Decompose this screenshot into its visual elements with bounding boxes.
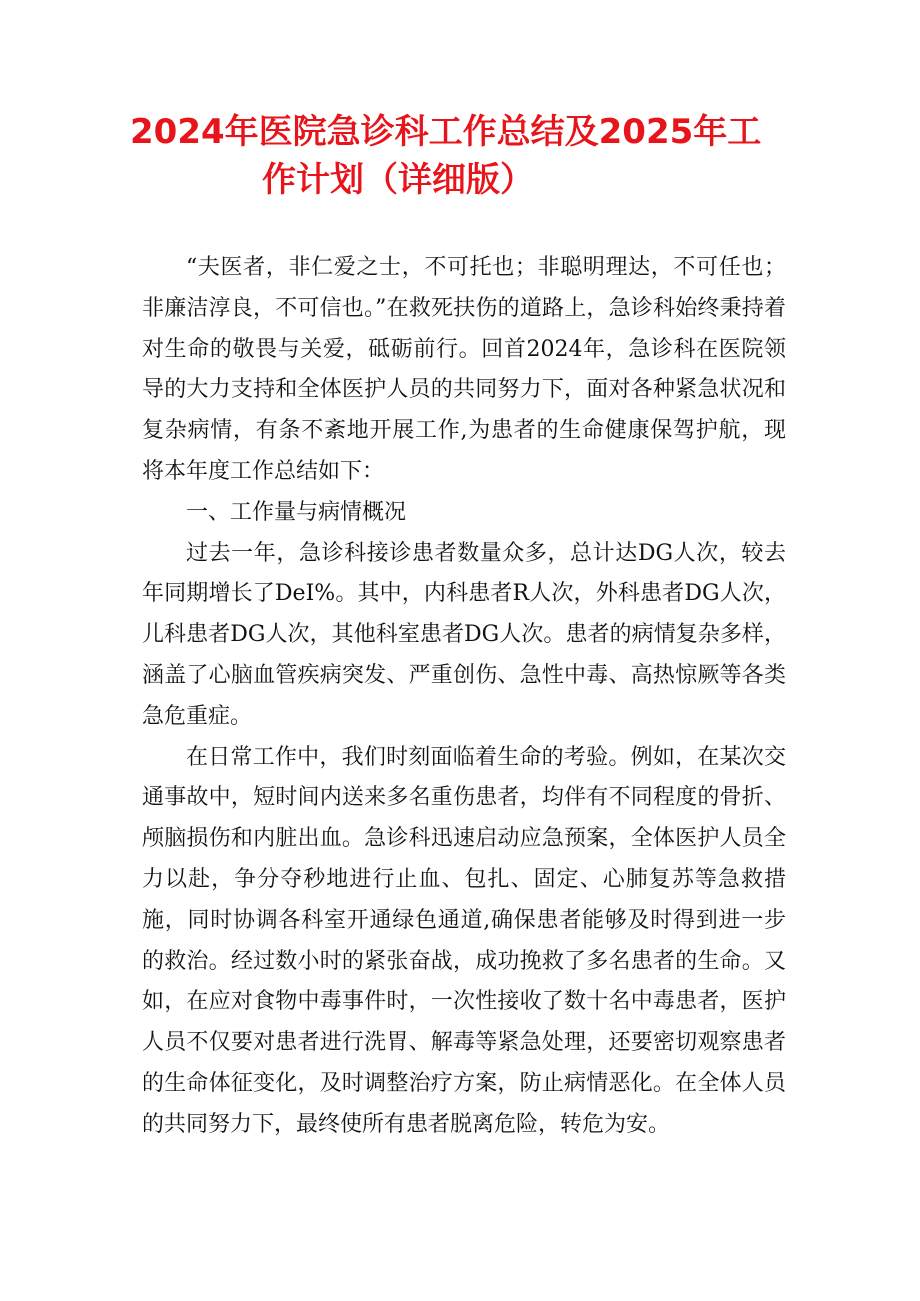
document-body xyxy=(142,248,786,1146)
title-line-2: 作计划（详细版） xyxy=(262,160,534,200)
section-heading-workload: 一、工作量与病情概况 xyxy=(186,499,407,525)
daily-work-paragraph: 在日常工作中，我们时刻面临着生命的考验。例如，在某次交通事故中，短时间内送来多名重伤患者，均伴有不同程度的骨折、颅脑损伤和内脏出血。急诊科迅速启动应急预案，全体医护人员全力以赴，争分夺秒地进行止血、包扎、固定、心肺复苏等急救措施，同时协调各科室开通绿色通道,确保患者能够及时得到进一步的救治。经过数小时的紧张奋战，成功挽救了多名患者的生命。又如，在应对食物中毒事件时，一次性接收了数十名中毒患者，医护人员不仅要对患者进行洗胃、解毒等紧急处理，还要密切观察患者的生命体征变化，及时调整治疗方案，防止病情恶化。在全体人员的共同努力下，最终使所有患者脱离危险，转危为安。 xyxy=(142,744,786,1137)
workload-paragraph: 过去一年，急诊科接诊患者数量众多，总计达DG人次，较去年同期增长了DeI%。其中，内科患者R人次，外科患者DG人次，儿科患者DG人次，其他科室患者DG人次。患者的病情复杂多样，涵盖了心脑血管疾病突发、严重创伤、急性中毒、高热惊厥等各类急危重症。 xyxy=(142,540,786,729)
document-title xyxy=(130,108,790,204)
intro-paragraph: “夫医者，非仁爱之士，不可托也；非聪明理达，不可任也；非廉洁淳良，不可信也。”在救死扶伤的道路上，急诊科始终秉持着对生命的敬畏与关爱，砥砺前行。回首2024年，急诊科在医院领导的大力支持和全体医护人员的共同努力下，面对各种紧急状况和复杂病情，有条不紊地开展工作,为患者的生命健康保驾护航，现将本年度工作总结如下： xyxy=(142,255,786,484)
title-line-1: 2024年医院急诊科工作总结及2025年工 xyxy=(130,112,762,152)
